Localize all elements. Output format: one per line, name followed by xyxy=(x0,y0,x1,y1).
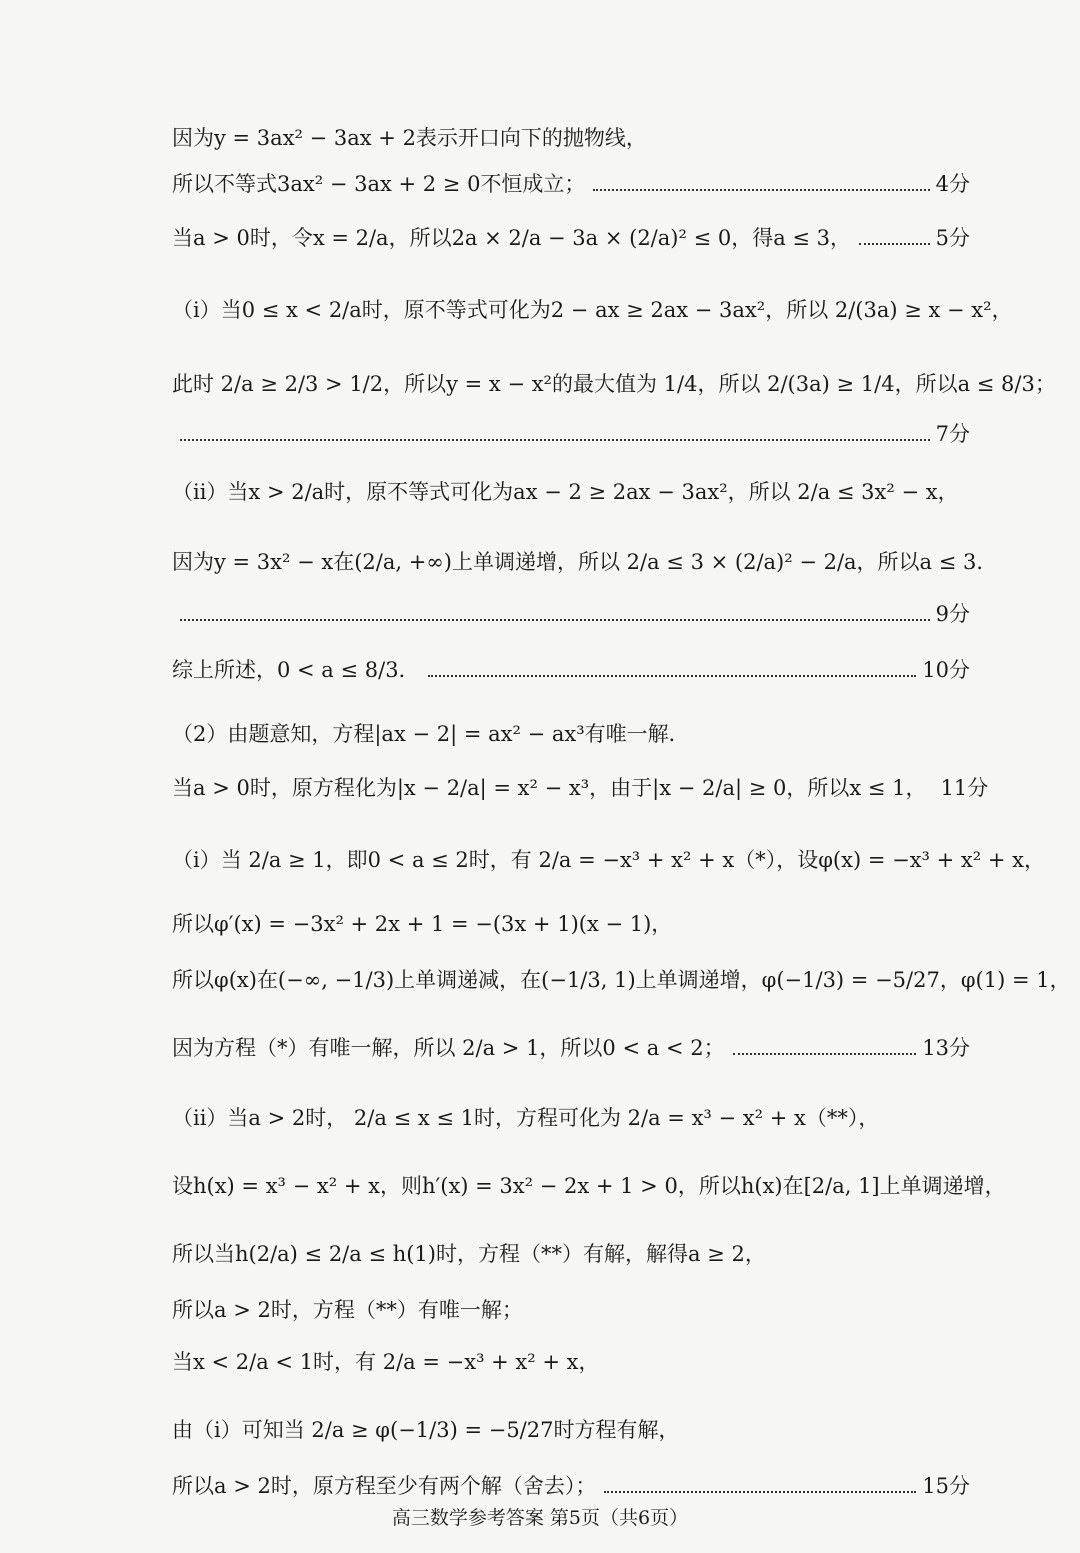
solution-line-20: 所以a > 2时，方程（**）有唯一解； xyxy=(172,1298,523,1322)
solution-line-6 xyxy=(172,420,970,448)
solution-line-11: （2）由题意知，方程|ax − 2| = ax² − ax³有唯一解． xyxy=(172,722,690,746)
score-label: 5分 xyxy=(935,226,970,250)
solution-line-22: 由（i）可知当 2/a ≥ φ(−1/3) = −5/27时方程有解， xyxy=(172,1418,680,1442)
solution-line-4: （i）当0 ≤ x < 2/a时，原不等式可化为2 − ax ≥ 2ax − 3ax²，所以 2/(3a) ≥ x − x²， xyxy=(172,298,1013,322)
solution-line-12: 当a > 0时，原方程化为|x − 2/a| = x² − x³，由于|x − 2/a| ≥ 0，所以x ≤ 1， 11分 xyxy=(172,776,989,800)
solution-line-5: 此时 2/a ≥ 2/3 > 1/2，所以y = x − x²的最大值为 1/4，所以 2/(3a) ≥ 1/4，所以a ≤ 8/3； xyxy=(172,372,1056,396)
leader-dots xyxy=(593,188,929,191)
solution-line-8: 因为y = 3x² − x在(2/a, +∞)上单调递增，所以 2/a ≤ 3 × (2/a)² − 2/a，所以a ≤ 3． xyxy=(172,550,998,574)
solution-line-3: 当a > 0时，令x = 2/a，所以2a × 2/a − 3a × (2/a)² ≤ 0，得a ≤ 3， 5分 xyxy=(172,226,970,250)
leader-dots xyxy=(180,618,930,621)
solution-line-2: 所以不等式3ax² − 3ax + 2 ≥ 0不恒成立； 4分 xyxy=(172,172,970,196)
score-label: 15分 xyxy=(922,1474,970,1498)
score-label: 4分 xyxy=(935,172,970,196)
leader-dots xyxy=(604,1490,916,1493)
solution-line-15: 所以φ(x)在(−∞, −1/3)上单调递减，在(−1/3, 1)上单调递增，φ(−1/3) = −5/27，φ(1) = 1， xyxy=(172,968,1071,992)
solution-line-13: （i）当 2/a ≥ 1，即0 < a ≤ 2时，有 2/a = −x³ + x² + x（*），设φ(x) = −x³ + x² + x， xyxy=(172,848,1045,872)
solution-line-14: 所以φ′(x) = −3x² + 2x + 1 = −(3x + 1)(x − 1)， xyxy=(172,912,673,936)
solution-line-19: 所以当h(2/a) ≤ 2/a ≤ h(1)时，方程（**）有解，解得a ≥ 2， xyxy=(172,1242,766,1266)
leader-dots xyxy=(733,1052,917,1055)
solution-line-23: 所以a > 2时，原方程至少有两个解（舍去）； 15分 xyxy=(172,1474,970,1498)
solution-line-16: 因为方程（*）有唯一解，所以 2/a > 1，所以0 < a < 2； 13分 xyxy=(172,1036,970,1060)
solution-line-1: 因为y = 3ax² − 3ax + 2表示开口向下的抛物线， xyxy=(172,126,647,150)
score-label: 11分 xyxy=(940,776,989,800)
solution-line-18: 设h(x) = x³ − x² + x，则h′(x) = 3x² − 2x + 1 > 0，所以h(x)在[2/a, 1]上单调递增， xyxy=(172,1174,1006,1198)
solution-line-9 xyxy=(172,600,970,628)
score-label: 9分 xyxy=(935,602,970,626)
solution-line-17: （ii）当a > 2时， 2/a ≤ x ≤ 1时，方程可化为 2/a = x³ − x² + x（**）， xyxy=(172,1106,880,1130)
leader-dots xyxy=(180,438,930,441)
leader-dots xyxy=(428,674,917,677)
score-label: 10分 xyxy=(922,658,970,682)
solution-line-21: 当x < 2/a < 1时，有 2/a = −x³ + x² + x， xyxy=(172,1350,600,1374)
score-label: 13分 xyxy=(922,1036,970,1060)
solution-line-7: （ii）当x > 2/a时，原不等式可化为ax − 2 ≥ 2ax − 3ax²，所以 2/a ≤ 3x² − x， xyxy=(172,480,959,504)
score-label: 7分 xyxy=(935,422,970,446)
leader-dots xyxy=(859,242,930,245)
page-footer: 高三数学参考答案 第5页（共6页） xyxy=(391,1507,689,1529)
solution-line-10: 综上所述，0 < a ≤ 8/3． 10分 xyxy=(172,658,970,682)
